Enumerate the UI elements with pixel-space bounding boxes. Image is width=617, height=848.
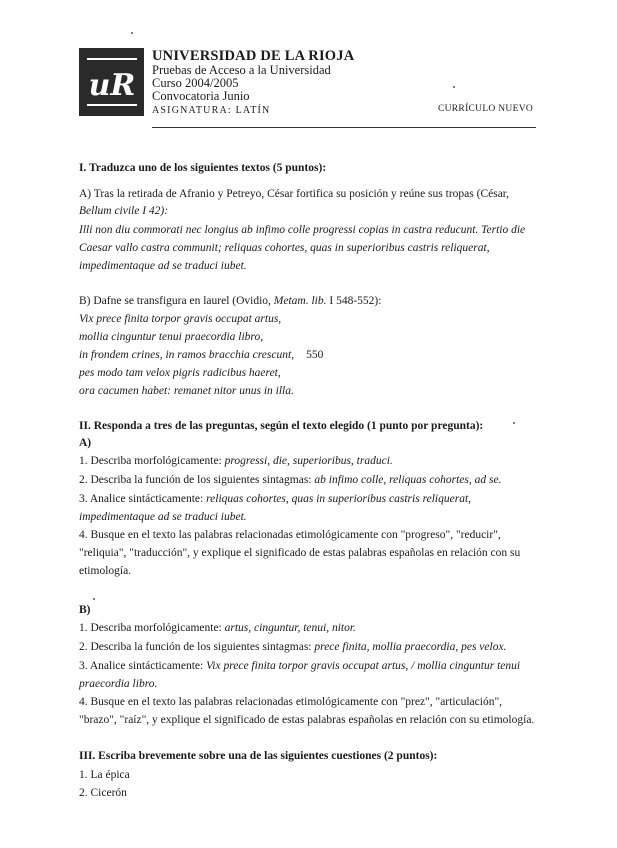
verse-number: 550 xyxy=(306,349,324,361)
scan-speck xyxy=(453,86,455,88)
verse-line: Vix prece finita torpor gravis occupat artus, xyxy=(79,313,282,325)
question-3-option: 2. Cicerón xyxy=(79,787,127,799)
text-b-intro: B) Dafne se transfigura en laurel (Ovidio, Metam. lib. I 548-552): xyxy=(79,295,382,307)
exam-session: Convocatoria Junio xyxy=(152,89,250,103)
question-3-option: 1. La épica xyxy=(79,769,130,781)
verse-line: ora cacumen habet: remanet nitor unus in illa. xyxy=(79,385,294,397)
logo-emblem-icon xyxy=(83,53,141,111)
header-block xyxy=(152,48,354,117)
question-b2: 2. Describa la función de los siguientes sintagmas: prece finita, mollia praecordia, pes velox. xyxy=(79,641,507,653)
question-a1: 1. Describa morfológicamente: progressi, die, superioribus, traduci. xyxy=(79,455,393,467)
text-a-latin-line: Caesar vallo castra communit; reliquas cohortes, quas in superioribus castris reliquerat, xyxy=(79,242,490,254)
option-a-label: A) xyxy=(79,437,92,449)
question-b1: 1. Describa morfológicamente: artus, cinguntur, tenui, nitor. xyxy=(79,622,356,634)
curriculum-label: CURRÍCULO NUEVO xyxy=(438,104,534,114)
scan-speck xyxy=(131,32,133,34)
question-a3: 3. Analice sintácticamente: reliquas cohortes, quas in superioribus castris reliquerat, xyxy=(79,493,472,505)
text-a-intro: A) Tras la retirada de Afranio y Petreyo, César fortifica su posición y reúne sus tropas (César, xyxy=(79,188,510,200)
section-1-title: I. Traduzca uno de los siguientes textos (5 puntos): xyxy=(79,162,327,174)
academic-year: Curso 2004/2005 xyxy=(152,76,239,90)
question-a4-continued: "reliquia", "traducción", y explique el significado de estas palabras españolas en relación con su xyxy=(79,547,521,559)
subject-label: ASIGNATURA: LATÍN xyxy=(152,105,271,116)
text-a-source: Bellum civile I 42): xyxy=(79,205,169,217)
logo-letters: uR xyxy=(88,68,135,103)
question-b3: 3. Analice sintácticamente: Vix prece finita torpor gravis occupat artus, / mollia cinguntur tenui xyxy=(79,660,521,672)
question-a3-continued: impedimentaque ad se traduci iubet. xyxy=(79,511,247,523)
exam-name: Pruebas de Acceso a la Universidad xyxy=(152,63,331,77)
text-a-latin-line: impedimentaque ad se traduci iubet. xyxy=(79,260,247,272)
verse-line: in frondem crines, in ramos bracchia crescunt, 550 xyxy=(79,349,324,361)
section-2-title: II. Responda a tres de las preguntas, según el texto elegido (1 punto por pregunta): xyxy=(79,420,484,432)
question-b4-continued: "brazo", "raíz", y explique el significado de estas palabras españolas en relación con su etimología. xyxy=(79,714,535,726)
question-b4: 4. Busque en el texto las palabras relacionadas etimológicamente con "prez", "articulación", xyxy=(79,696,503,708)
university-logo xyxy=(79,48,144,116)
question-a2: 2. Describa la función de los siguientes sintagmas: ab infimo colle, reliquas cohortes, ad se. xyxy=(79,474,502,486)
section-3-title: III. Escriba brevemente sobre una de las siguientes cuestiones (2 puntos): xyxy=(79,750,438,762)
verse-line: mollia cinguntur tenui praecordia libro, xyxy=(79,331,264,343)
verse-line: pes modo tam velox pigris radicibus haeret, xyxy=(79,367,281,379)
university-name: UNIVERSIDAD DE LA RIOJA xyxy=(152,48,355,64)
scan-speck xyxy=(93,598,95,600)
question-a4-continued: etimología. xyxy=(79,565,132,577)
question-a4: 4. Busque en el texto las palabras relacionadas etimológicamente con "progreso", "reducir", xyxy=(79,529,501,541)
text-a-latin-line: Illi non diu commorati nec longius ab infimo colle progressi copias in castra reducunt. Tertio die xyxy=(79,224,526,236)
header-divider xyxy=(152,127,536,128)
option-b-label: B) xyxy=(79,604,91,616)
scan-speck xyxy=(513,422,515,424)
question-b3-continued: praecordia libro. xyxy=(79,678,158,690)
